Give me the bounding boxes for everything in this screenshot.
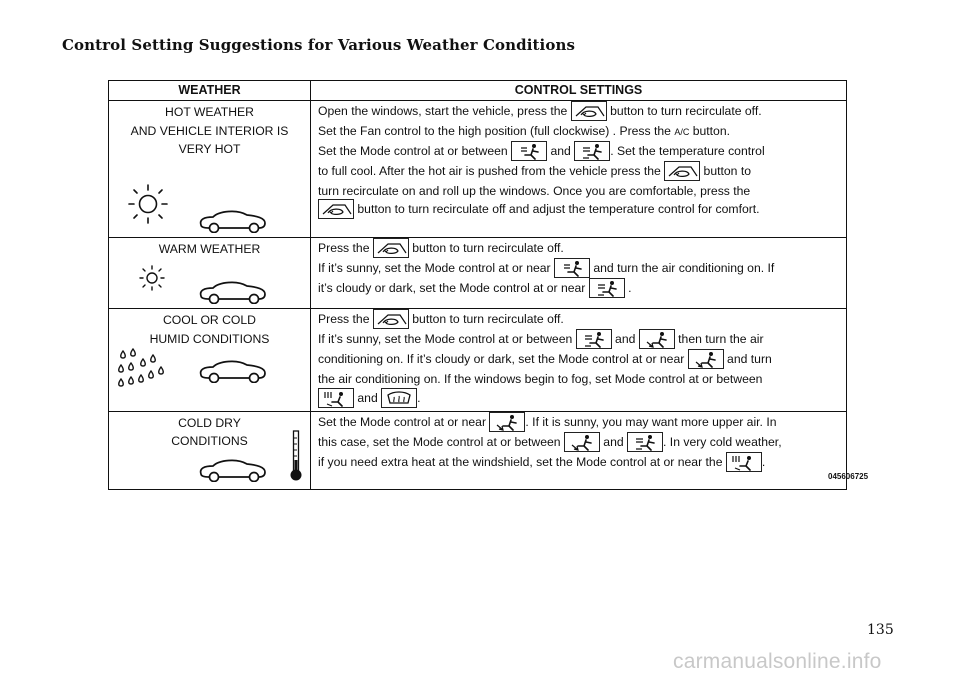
- control-text: . If it is sunny, you may want more upper air. In: [525, 414, 777, 429]
- control-text-line: [318, 413, 839, 433]
- control-text-line: [318, 122, 839, 142]
- weather-control-table: [108, 80, 847, 490]
- control-text: button to: [700, 163, 751, 178]
- control-text: .: [624, 281, 632, 296]
- weather-label-line: AND VEHICLE INTERIOR IS: [130, 123, 289, 138]
- control-text: Set the Mode control at or between: [318, 143, 512, 158]
- control-text-line: [318, 310, 839, 330]
- mix-mode-icon: [726, 452, 762, 472]
- floor-mode-icon: [564, 432, 600, 452]
- weather-label-line: HUMID CONDITIONS: [149, 331, 270, 346]
- control-text-line: [318, 433, 839, 453]
- control-text: .: [761, 454, 766, 469]
- weather-label-line: WARM WEATHER: [158, 242, 261, 256]
- ac-button-label: A/C: [674, 127, 690, 137]
- control-settings-column-header: CONTROL SETTINGS: [311, 81, 847, 101]
- bilevel-mode-icon: [589, 278, 625, 298]
- weather-cell: [109, 101, 311, 238]
- recirculation-button-icon: [318, 199, 354, 219]
- panel-mode-icon: [511, 141, 547, 161]
- car-icon: [197, 207, 269, 233]
- control-text-line: [318, 162, 839, 182]
- control-text-line: [318, 350, 839, 370]
- mix-mode-icon: [318, 388, 354, 408]
- control-text-line: [318, 389, 839, 409]
- table-header-row: [109, 81, 847, 101]
- sun-icon: [125, 183, 171, 225]
- floor-mode-icon: [688, 349, 724, 369]
- floor-mode-icon: [489, 412, 525, 432]
- weather-label: [109, 311, 310, 348]
- control-text: to full cool. After the hot air is pushed from the vehicle press the: [318, 163, 665, 178]
- control-text-line: [318, 182, 839, 201]
- control-text: Set the Mode control at or near: [318, 414, 490, 429]
- weather-cell: [109, 411, 311, 489]
- bilevel-mode-icon: [574, 141, 610, 161]
- control-text: . Set the temperature control: [610, 143, 765, 158]
- control-text-line: [318, 279, 839, 299]
- control-text-line: [318, 142, 839, 162]
- control-text: and: [354, 390, 382, 405]
- weather-label-line: COOL OR COLD: [162, 313, 256, 327]
- weather-label: [109, 103, 310, 159]
- control-settings-cell: [311, 309, 847, 412]
- control-text-line: [318, 259, 839, 279]
- bilevel-mode-icon: [627, 432, 663, 452]
- control-settings-cell: [311, 238, 847, 309]
- control-text: then turn the air: [674, 332, 764, 347]
- weather-label-line: HOT WEATHER: [165, 105, 254, 119]
- control-text: and turn the air conditioning on. If: [589, 261, 775, 276]
- control-text: turn recirculate on and roll up the windows. Once you are comfortable, press the: [318, 183, 751, 198]
- control-text: and turn: [723, 352, 772, 367]
- control-text: the air conditioning on. If the windows begin to fog, set Mode control at or between: [318, 372, 763, 386]
- page-heading: Control Setting Suggestions for Various Weather Conditions: [62, 36, 576, 54]
- weather-cell: [109, 238, 311, 309]
- control-text: button to turn recirculate off.: [606, 104, 762, 119]
- control-text: and: [547, 143, 575, 158]
- recirculation-button-icon: [373, 238, 409, 258]
- table-row: [109, 411, 847, 489]
- raindrops-icon: [117, 345, 167, 397]
- bilevel-mode-icon: [576, 329, 612, 349]
- control-text: .: [417, 390, 421, 405]
- control-text: Press the: [318, 241, 373, 256]
- figure-code: 045606725: [828, 472, 869, 481]
- weather-column-header: WEATHER: [109, 81, 311, 101]
- defrost-mode-icon: [381, 388, 417, 408]
- car-icon: [197, 278, 269, 304]
- control-text-line: [318, 102, 839, 122]
- control-text: and: [599, 434, 628, 449]
- table-row: [109, 238, 847, 309]
- control-text: If it’s sunny, set the Mode control at or near: [318, 261, 554, 276]
- panel-mode-icon: [554, 258, 590, 278]
- recirculation-button-icon: [664, 161, 700, 181]
- control-text-line: [318, 453, 839, 473]
- control-text: Open the windows, start the vehicle, press the: [318, 104, 571, 119]
- control-text: Set the Fan control to the high position (full clockwise) . Press the: [318, 124, 675, 138]
- control-text: . In very cold weather,: [663, 434, 782, 449]
- table-row: [109, 309, 847, 412]
- control-text-line: [318, 239, 839, 259]
- control-text: button to turn recirculate off and adjust the temperature control for comfort.: [354, 202, 760, 217]
- control-settings-cell: [311, 101, 847, 238]
- control-text: If it’s sunny, set the Mode control at or between: [318, 332, 576, 347]
- control-text-line: [318, 200, 839, 220]
- control-text-line: [318, 330, 839, 350]
- recirculation-button-icon: [373, 309, 409, 329]
- control-text: button.: [689, 124, 731, 138]
- control-text: and: [611, 332, 639, 347]
- weather-label-line: COLD DRY: [178, 415, 241, 430]
- control-text-line: [318, 370, 839, 389]
- control-settings-cell: [311, 411, 847, 489]
- control-text: button to turn recirculate off.: [408, 241, 564, 256]
- weather-label-line: VERY HOT: [178, 142, 241, 156]
- weather-label-line: CONDITIONS: [171, 434, 248, 448]
- control-text: this case, set the Mode control at or between: [318, 434, 564, 449]
- watermark: carmanualsonline.info: [673, 650, 882, 673]
- car-icon: [197, 357, 269, 383]
- control-text: if you need extra heat at the windshield, set the Mode control at or near the: [318, 454, 726, 469]
- weather-label: [109, 240, 310, 259]
- page-number: 135: [867, 622, 894, 638]
- weather-cell: [109, 309, 311, 412]
- control-text: conditioning on. If it’s cloudy or dark, set the Mode control at or near: [318, 352, 688, 367]
- thermometer-icon: [289, 430, 303, 482]
- weather-label: [109, 414, 310, 451]
- control-text: Press the: [318, 312, 373, 327]
- control-text: it’s cloudy or dark, set the Mode control at or near: [318, 281, 589, 296]
- control-text: button to turn recirculate off.: [408, 312, 564, 327]
- car-icon: [197, 456, 269, 482]
- floor-mode-icon: [639, 329, 675, 349]
- table-row: [109, 101, 847, 238]
- small-sun-icon: [137, 264, 167, 292]
- recirculation-button-icon: [571, 101, 607, 121]
